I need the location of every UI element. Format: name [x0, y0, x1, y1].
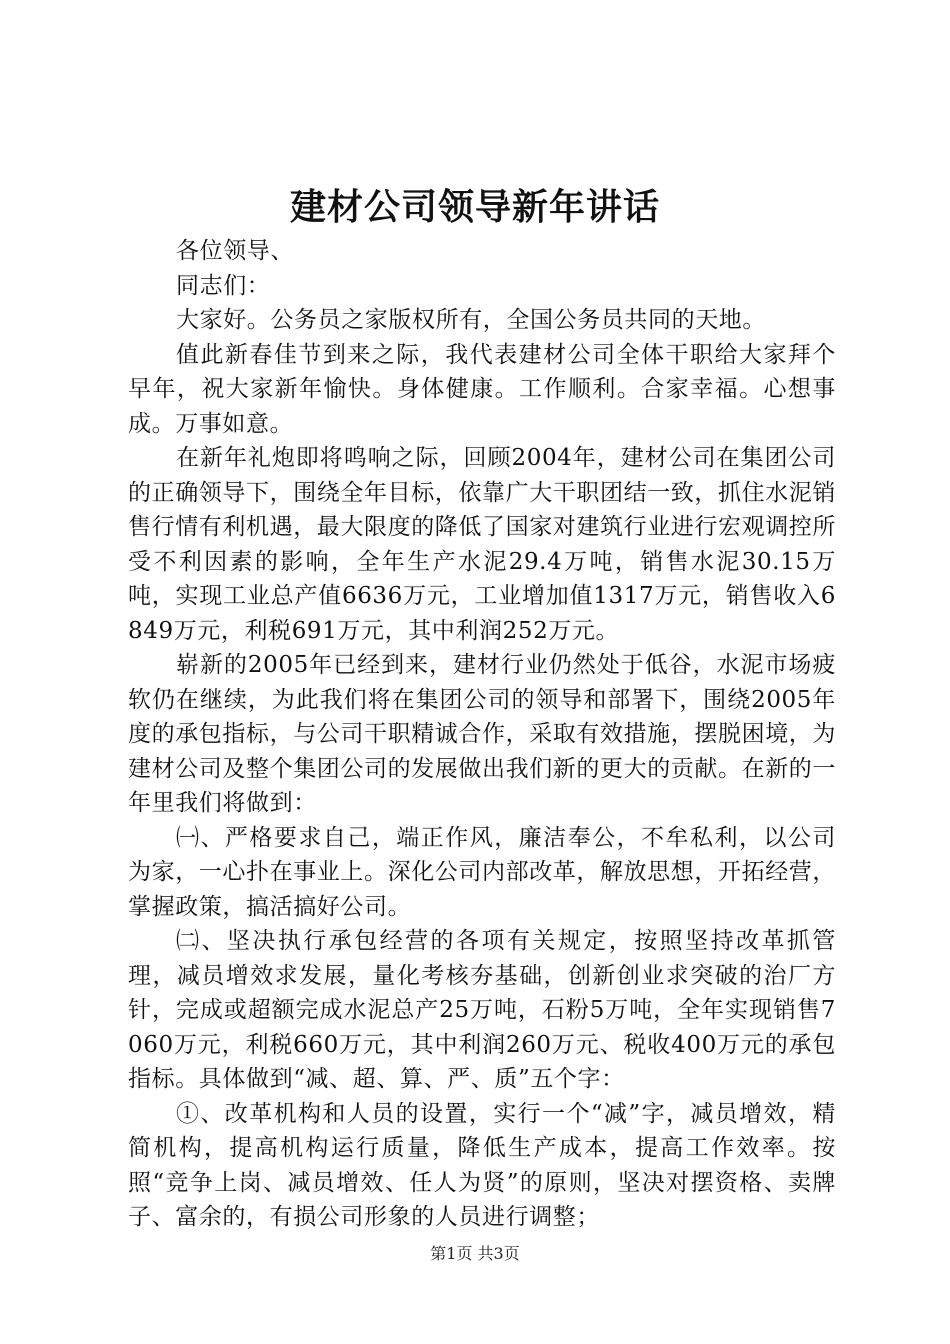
- document-title: 建材公司领导新年讲话: [289, 186, 660, 228]
- paragraph-greeting: 大家好。公务员之家版权所有，全国公务员共同的天地。: [176, 307, 766, 333]
- paragraph-2005-outlook: 崭新的2005年已经到来，建材行业仍然处于低谷，水泥市场疲软仍在继续，为此我们将在集团公司的领导和部署下，围绕2005年度的承包指标，与公司干职精诚合作，采取有效措施，摆脱困境，为建材公司及整个集团公司的发展做出我们新的更大的贡献。在新的一年里我们将做到：: [128, 652, 836, 816]
- paragraph-new-year-wishes: 值此新春佳节到来之际，我代表建材公司全体干职给大家拜个早年，祝大家新年愉快。身体健康。工作顺利。合家幸福。心想事成。万事如意。: [128, 341, 836, 437]
- paragraph-item-1: ㈠、严格要求自己，端正作风，廉洁奉公，不牟私利，以公司为家，一心扑在事业上。深化公司内部改革，解放思想，开拓经营，掌握政策，搞活搞好公司。: [128, 824, 836, 920]
- paragraph-item-2: ㈡、坚决执行承包经营的各项有关规定，按照坚持改革抓管理，减员增效求发展，量化考核夯基础，创新创业求突破的治厂方针，完成或超额完成水泥总产25万吨，石粉5万吨，全年实现销售7060万元，利税660万元，其中利润260万元、税收400万元的承包指标。具体做到“减、超、算、严、质”五个字：: [128, 928, 836, 1092]
- paragraph-salutation-2: 同志们：: [176, 272, 271, 299]
- paragraph-subitem-1: ①、改革机构和人员的设置，实行一个“减”字，减员增效，精简机构，提高机构运行质量，降低生产成本，提高工作效率。按照“竞争上岗、减员增效、任人为贤”的原则，坚决对摆资格、卖牌子、富余的，有损公司形象的人员进行调整；: [128, 1100, 836, 1230]
- page-number-footer: 第1页 共3页: [430, 1244, 520, 1263]
- document-body: [128, 234, 836, 1235]
- paragraph-salutation-1: 各位领导、: [176, 238, 294, 264]
- paragraph-2004-review: 在新年礼炮即将鸣响之际，回顾2004年，建材公司在集团公司的正确领导下，围绕全年目标，依靠广大干职团结一致，抓住水泥销售行情有利机遇，最大限度的降低了国家对建筑行业进行宏观调控所受不利因素的影响，全年生产水泥29.4万吨，销售水泥30.15万吨，实现工业总产值6636万元，工业增加值1317万元，销售收入6849万元，利税691万元，其中利润252万元。: [128, 445, 836, 644]
